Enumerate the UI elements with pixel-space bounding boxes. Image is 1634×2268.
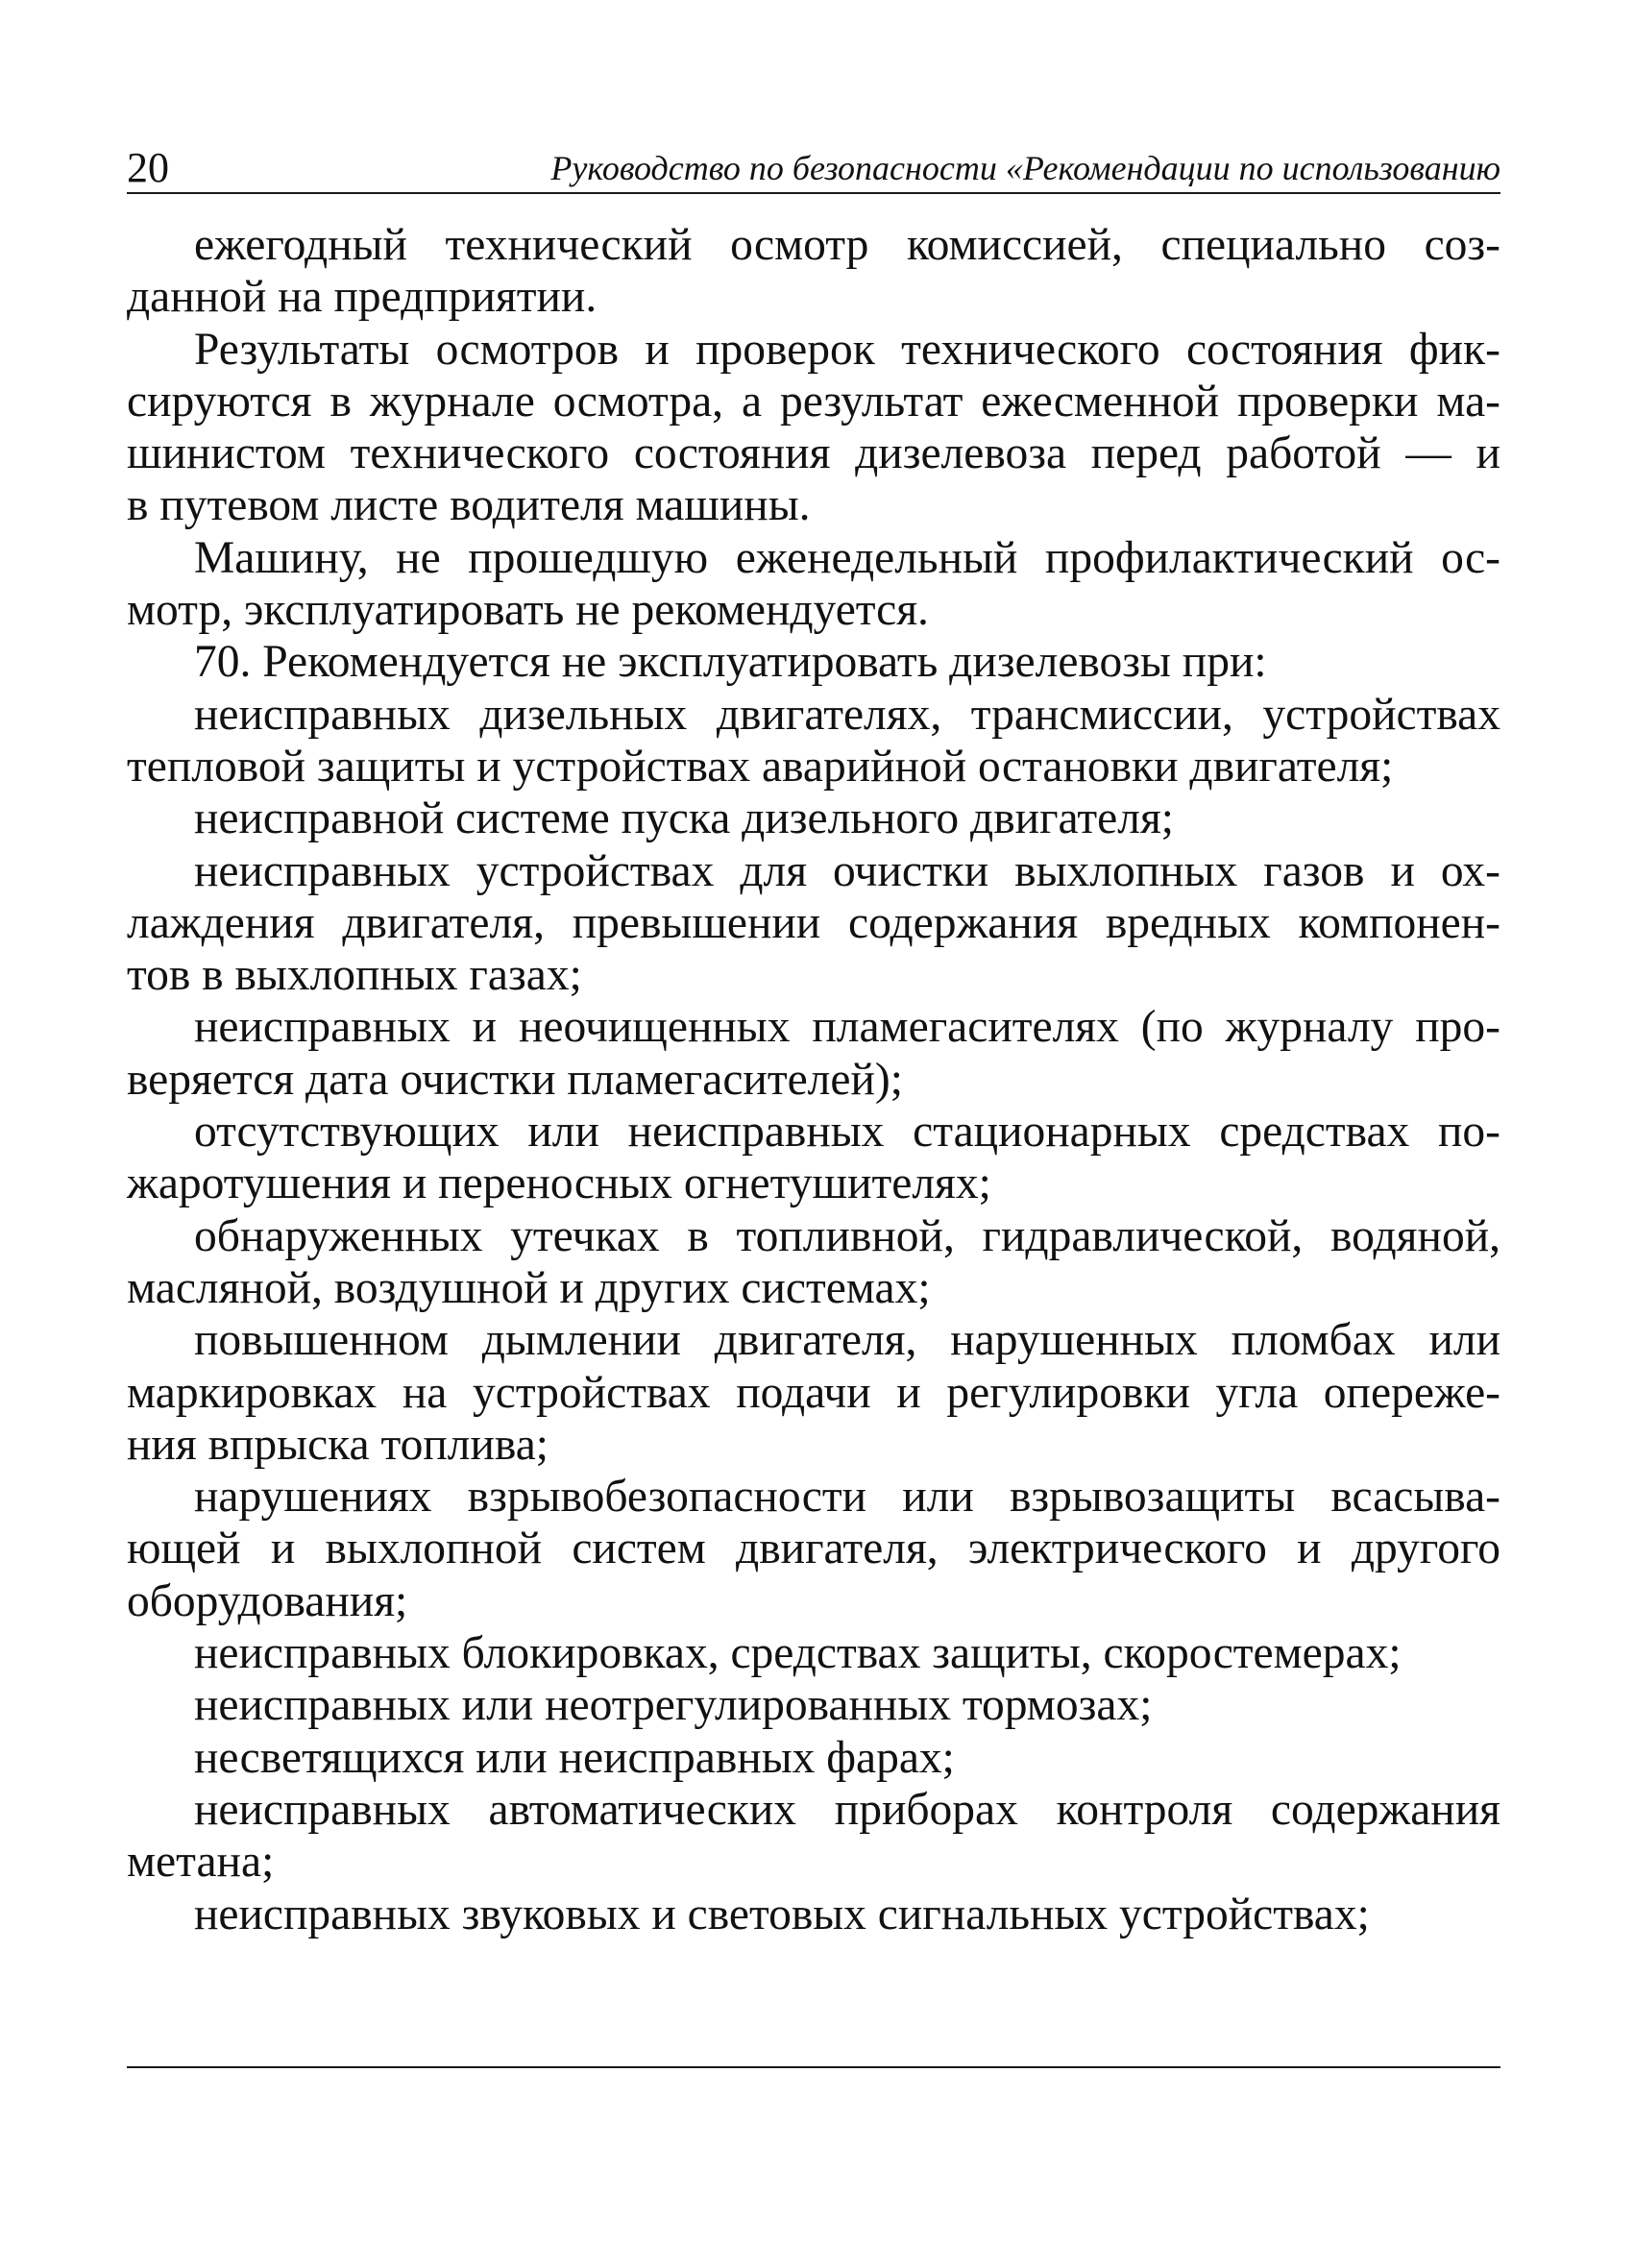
page-number: 20 — [127, 144, 169, 191]
text-line: нарушениях взрывобезопасности или взрывозащиты всасыва- — [194, 1472, 1500, 1523]
text-line: Результаты осмотров и проверок технического состояния фик- — [194, 324, 1500, 375]
paragraph — [127, 1784, 1500, 1889]
text-line: неисправной системе пуска дизельного двигателя; — [194, 793, 1174, 844]
text-line: метана; — [127, 1837, 275, 1888]
text-line: жаротушения и переносных огнетушителях; — [127, 1158, 991, 1209]
paragraph — [127, 636, 1500, 688]
paragraph — [127, 689, 1500, 793]
text-line: сируются в журнале осмотра, а результат ежесменной проверки ма- — [127, 376, 1500, 427]
text-line: неисправных автоматических приборах контроля содержания — [194, 1784, 1500, 1835]
paragraph — [127, 1314, 1500, 1471]
paragraph — [127, 1732, 1500, 1784]
paragraph — [127, 1471, 1500, 1627]
text-line: неисправных или неотрегулированных тормозах; — [194, 1680, 1153, 1731]
text-line: мотр, эксплуатировать не рекомендуется. — [127, 585, 929, 636]
text-line: оборудования; — [127, 1575, 408, 1626]
text-line: маркировках на устройствах подачи и регулировки угла опереже- — [127, 1367, 1500, 1418]
paragraph — [127, 219, 1500, 324]
text-line: отсутствующих или неисправных стационарных средствах по- — [194, 1107, 1500, 1158]
running-header — [127, 144, 1500, 194]
running-header-title: Руководство по безопасности «Рекомендации по использованию — [550, 149, 1500, 187]
text-line: тепловой защиты и устройствах аварийной остановки двигателя; — [127, 741, 1394, 792]
paragraph — [127, 1679, 1500, 1731]
text-line: неисправных звуковых и световых сигнальных устройствах; — [194, 1889, 1370, 1939]
text-line: тов в выхлопных газах; — [127, 950, 582, 1001]
paragraph — [127, 845, 1500, 1002]
text-line: обнаруженных утечках в топливной, гидравлической, водяной, — [194, 1210, 1500, 1261]
paragraph — [127, 324, 1500, 532]
paragraph — [127, 1001, 1500, 1106]
paragraph — [127, 1889, 1500, 1940]
bottom-rule — [127, 2066, 1500, 2068]
text-line: неисправных блокировках, средствах защиты, скоростемерах; — [194, 1628, 1402, 1679]
text-line: веряется дата очистки пламегасителей); — [127, 1054, 903, 1105]
paragraph — [127, 532, 1500, 637]
text-line: данной на предприятии. — [127, 272, 598, 323]
text-line: неисправных устройствах для очистки выхлопных газов и ох- — [194, 845, 1500, 896]
text-line: лаждения двигателя, превышении содержания вредных компонен- — [127, 897, 1500, 948]
body-text — [127, 219, 1500, 1940]
text-line: ющей и выхлопной систем двигателя, электрического и другого — [127, 1524, 1500, 1574]
text-line: в путевом листе водителя машины. — [127, 480, 811, 531]
text-line: неисправных и неочищенных пламегасителях (по журналу про- — [194, 1002, 1500, 1053]
text-line: неисправных дизельных двигателях, трансмиссии, устройствах — [194, 689, 1500, 740]
text-line: шинистом технического состояния дизелевоза перед работой — и — [127, 428, 1500, 479]
paragraph — [127, 793, 1500, 844]
text-line: ния впрыска топлива; — [127, 1419, 549, 1470]
text-line: Машину, не прошедшую еженедельный профилактический ос- — [194, 532, 1500, 583]
paragraph — [127, 1210, 1500, 1315]
text-line: масляной, воздушной и других системах; — [127, 1262, 931, 1313]
paragraph — [127, 1627, 1500, 1679]
paragraph — [127, 1106, 1500, 1210]
text-line: несветящихся или неисправных фарах; — [194, 1732, 955, 1783]
text-line: ежегодный технический осмотр комиссией, специально соз- — [194, 220, 1500, 270]
text-line: 70. Рекомендуется не эксплуатировать дизелевозы при: — [194, 637, 1267, 688]
text-line: повышенном дымлении двигателя, нарушенных пломбах или — [194, 1315, 1500, 1366]
